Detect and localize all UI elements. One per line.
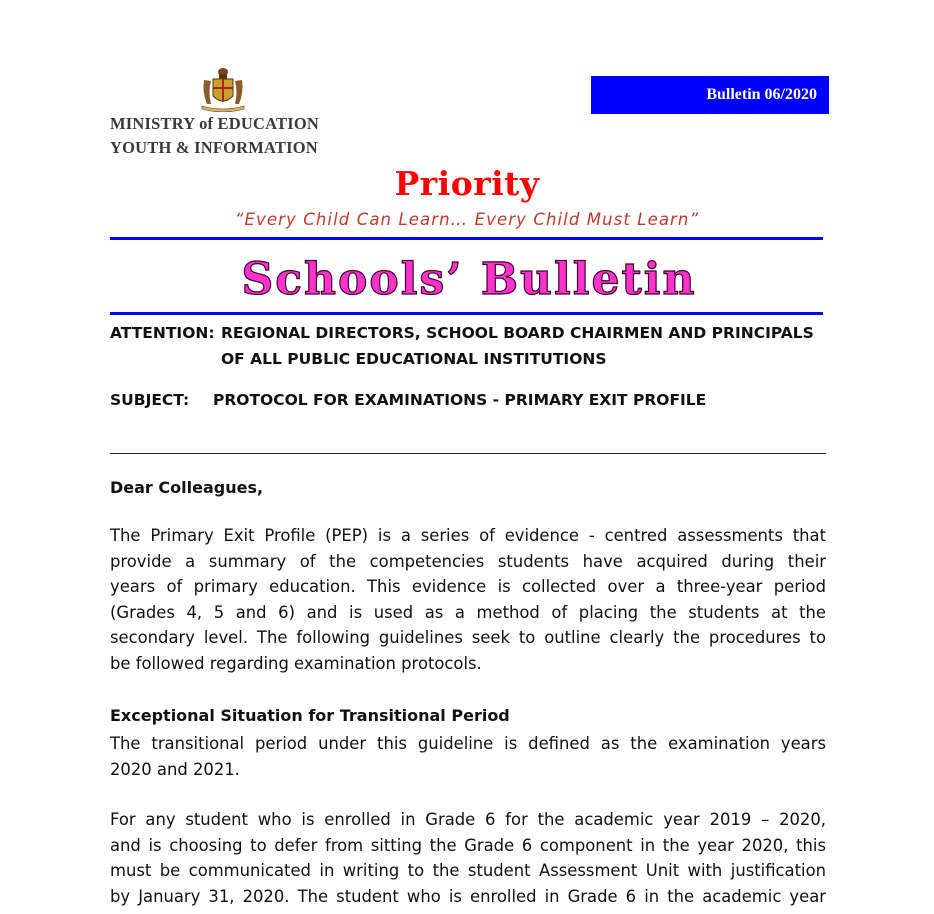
bulletin-number-badge: Bulletin 06/2020 [591,76,829,114]
coat-of-arms-icon [198,66,248,112]
paragraph-line: The transitional period under this guideline is defined as the examination years [110,734,826,753]
salutation: Dear Colleagues, [110,478,264,497]
attention-label: ATTENTION: [110,324,215,342]
attention-recipients-line1: REGIONAL DIRECTORS, SCHOOL BOARD CHAIRMEN AND PRINCIPALS [221,324,814,342]
paragraph-line: The Primary Exit Profile (PEP) is a series of evidence - centred assessments that [110,526,826,545]
paragraph-line: (Grades 4, 5 and 6) and is used as a method of placing the students at the [110,602,826,622]
banner-bottom-rule [110,312,823,315]
section-heading: Exceptional Situation for Transitional Period [110,706,510,725]
paragraph-line: by January 31, 2020. The student who is enrolled in Grade 6 in the academic year [110,886,826,906]
banner-top-rule [110,237,823,240]
ministry-name-line2: YOUTH & INFORMATION [110,138,318,157]
paragraph-line: years of primary education. This evidence is collected over a three-year period [110,577,826,597]
motto-tagline: “Every Child Can Learn… Every Child Must Learn” [234,210,700,229]
paragraph-line: secondary level. The following guidelines seek to outline clearly the procedures to [110,628,826,648]
priority-heading: Priority [394,164,540,203]
subject-label: SUBJECT: [110,391,190,409]
paragraph-line: be followed regarding examination protocols. [110,653,482,673]
section-divider [110,453,826,454]
transition-paragraph [110,731,826,782]
intro-paragraph [110,523,826,677]
paragraph-line: For any student who is enrolled in Grade 6 for the academic year 2019 – 2020, [110,810,826,829]
subject-value: PROTOCOL FOR EXAMINATIONS - PRIMARY EXIT PROFILE [213,391,707,409]
paragraph-line: 2020 and 2021. [110,759,240,779]
paragraph-line: provide a summary of the competencies students have acquired during their [110,551,826,571]
paragraph-line: must be communicated in writing to the student Assessment Unit with justification [110,861,826,881]
ministry-name-line1: MINISTRY of EDUCATION [110,114,319,133]
schools-bulletin-banner: Schools’ Bulletin [241,254,697,305]
paragraph-line: and is choosing to defer from sitting the Grade 6 component in the year 2020, this [110,835,826,855]
deferral-paragraph [110,807,826,909]
attention-recipients-line2: OF ALL PUBLIC EDUCATIONAL INSTITUTIONS [221,350,607,368]
